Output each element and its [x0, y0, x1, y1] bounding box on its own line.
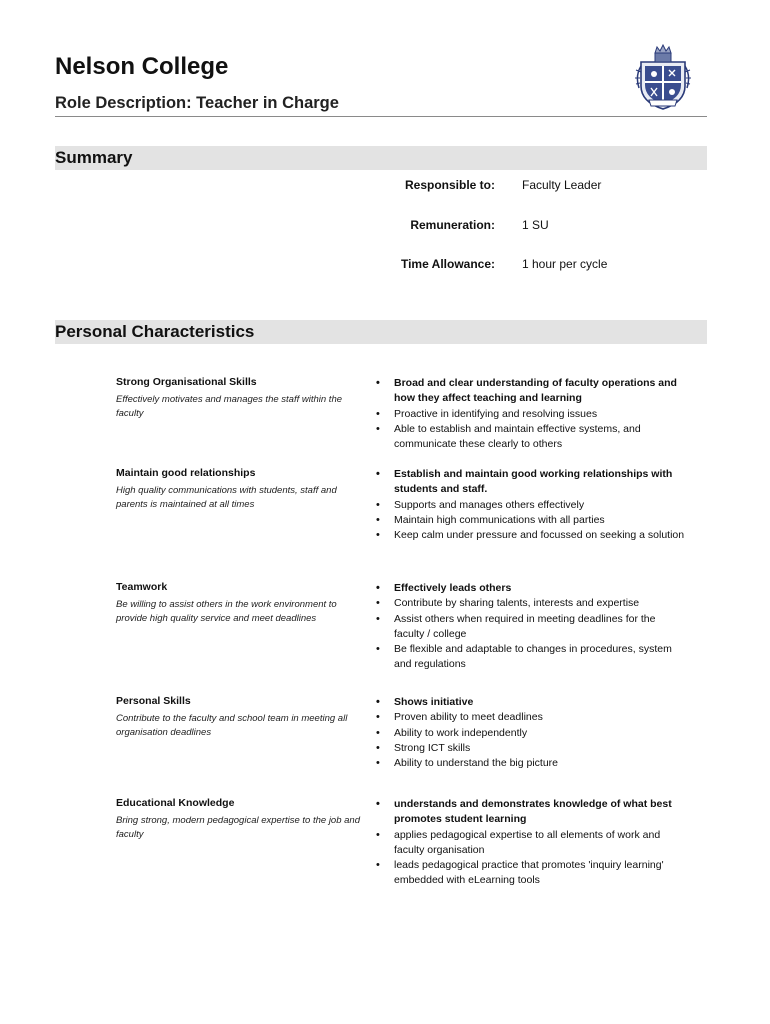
- characteristic-title: Strong Organisational Skills: [116, 376, 257, 388]
- characteristic-title: Teamwork: [116, 581, 168, 593]
- bullet-item: • Contribute by sharing talents, interests and expertise: [376, 596, 686, 611]
- time-allowance-label: Time Allowance:: [400, 257, 495, 271]
- characteristic-summary: [116, 581, 366, 626]
- bullet-item: • Strong ICT skills: [376, 741, 686, 756]
- characteristics-heading: Personal Characteristics: [55, 322, 255, 341]
- characteristics-section-header: [55, 320, 707, 344]
- characteristic-summary: [116, 376, 366, 421]
- bullet-item: • Maintain high communications with all parties: [376, 513, 686, 528]
- bullet-item: • Be flexible and adaptable to changes in procedures, system and regulations: [376, 642, 686, 673]
- remuneration-value: 1 SU: [522, 218, 549, 232]
- characteristic-bullets: [376, 695, 686, 771]
- college-crest-icon: [635, 42, 691, 110]
- bullet-item: • Shows initiative: [376, 695, 686, 710]
- summary-heading: Summary: [55, 148, 133, 167]
- bullet-item: • Able to establish and maintain effective systems, and communicate these clearly to others: [376, 422, 686, 453]
- characteristic-bullets: [376, 797, 686, 889]
- bullet-item: • Broad and clear understanding of faculty operations and how they affect teaching and learning: [376, 376, 686, 407]
- bullet-item: • Proactive in identifying and resolving issues: [376, 407, 686, 422]
- bullet-item: • Ability to work independently: [376, 726, 686, 741]
- characteristic-summary: [116, 797, 366, 842]
- time-allowance-value: 1 hour per cycle: [522, 257, 608, 271]
- characteristic-title: Educational Knowledge: [116, 797, 235, 809]
- characteristic-bullets: [376, 581, 686, 673]
- remuneration-label: Remuneration:: [410, 218, 495, 232]
- bullet-item: • Ability to understand the big picture: [376, 756, 686, 771]
- characteristic-summary: [116, 695, 366, 740]
- responsible-to-label: Responsible to:: [404, 178, 495, 192]
- characteristic-title: Maintain good relationships: [116, 467, 256, 479]
- summary-section-header: [55, 146, 707, 170]
- page-subtitle: Role Description: Teacher in Charge: [55, 94, 339, 112]
- bullet-item: • Proven ability to meet deadlines: [376, 710, 686, 725]
- bullet-item: • Effectively leads others: [376, 581, 686, 596]
- characteristic-description: Bring strong, modern pedagogical expertise to the job and faculty: [116, 815, 360, 840]
- bullet-item: • Assist others when required in meeting deadlines for the faculty / college: [376, 612, 686, 643]
- characteristic-title: Personal Skills: [116, 695, 191, 707]
- characteristic-description: High quality communications with students, staff and parents is maintained at all times: [116, 485, 337, 510]
- page-title: Nelson College: [55, 53, 229, 80]
- bullet-item: • Supports and manages others effectively: [376, 498, 686, 513]
- header-divider: [55, 116, 707, 117]
- bullet-item: • leads pedagogical practice that promotes 'inquiry learning' embedded with eLearning tools: [376, 858, 686, 889]
- characteristic-description: Effectively motivates and manages the staff within the faculty: [116, 394, 343, 419]
- bullet-item: • Keep calm under pressure and focussed on seeking a solution: [376, 528, 686, 543]
- characteristic-description: Contribute to the faculty and school team in meeting all organisation deadlines: [116, 713, 348, 738]
- characteristic-description: Be willing to assist others in the work environment to provide high quality service and meet deadlines: [116, 599, 337, 624]
- characteristic-bullets: [376, 376, 686, 452]
- bullet-item: • understands and demonstrates knowledge of what best promotes student learning: [376, 797, 686, 828]
- characteristic-bullets: [376, 467, 686, 543]
- characteristic-summary: [116, 467, 366, 512]
- responsible-to-value: Faculty Leader: [522, 178, 602, 192]
- bullet-item: • applies pedagogical expertise to all elements of work and faculty organisation: [376, 828, 686, 859]
- bullet-item: • Establish and maintain good working relationships with students and staff.: [376, 467, 686, 498]
